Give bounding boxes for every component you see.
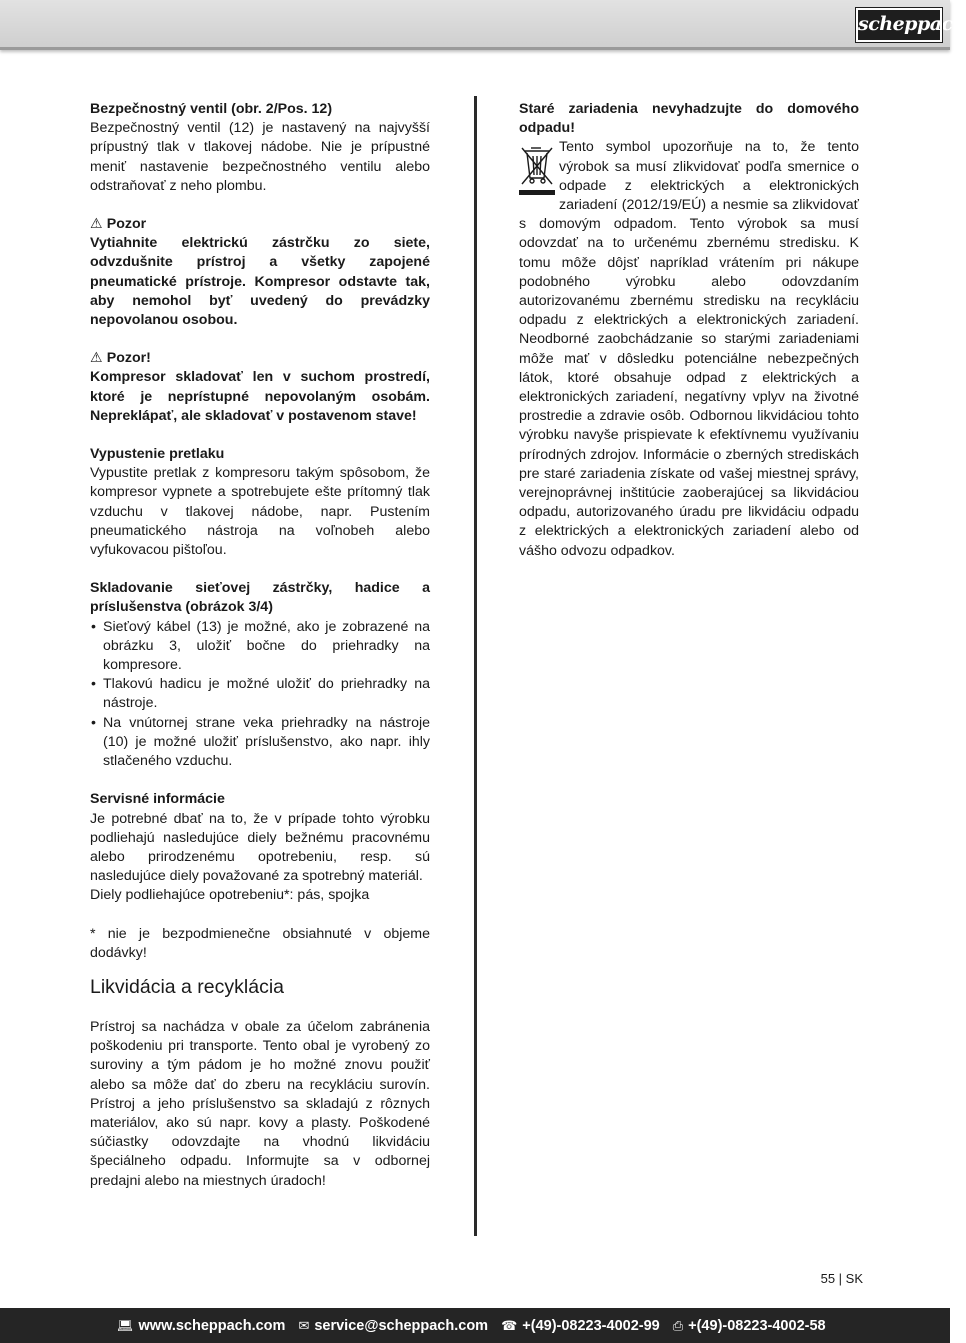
right-column — [519, 100, 859, 561]
caution1-heading — [90, 215, 430, 234]
caution1-text: Vytiahnite elektrickú zástrčku zo siete, odvzdušnite prístroj a všetky zapojené pneumatické prístroje. Kompresor odstavte tak, aby nemohol byť uvedený do prevádzky nepovolanou osobou. — [90, 235, 430, 329]
scheppach-logo: scheppach — [856, 8, 942, 42]
caution1-title: Pozor — [106, 216, 147, 233]
email-link[interactable]: service@scheppach.com — [314, 1317, 489, 1334]
service-title: Servisné informácie — [90, 791, 225, 808]
warning-triangle-icon: ⚠ — [90, 350, 103, 367]
warning-triangle-icon: ⚠ — [90, 216, 103, 233]
caution2-text: Kompresor skladovať len v suchom prostredí, ktoré je neprístupné nepovolaným osobám. Nepreklápať, ale skladovať v postavenom stave! — [90, 369, 430, 424]
website-link[interactable]: www.scheppach.com — [138, 1317, 286, 1334]
release-title: Vypustenie pretlaku — [90, 446, 225, 463]
page-number: 55 | SK — [820, 1271, 863, 1286]
fax-number: +(49)-08223-4002-58 — [688, 1317, 826, 1334]
column-divider — [474, 96, 477, 1236]
weee-bin-icon — [519, 144, 555, 204]
phone-number: +(49)-08223-4002-99 — [522, 1317, 660, 1334]
storage-list — [90, 618, 430, 772]
recycle-heading: Likvidácia a recyklácia — [90, 975, 285, 998]
footer-website[interactable] — [117, 1318, 285, 1334]
footer-fax — [673, 1318, 826, 1334]
mail-icon: ✉ — [298, 1317, 310, 1333]
service-parts: Diely podliehajúce opotrebeniu*: pás, spojka — [90, 887, 370, 904]
valve-title: Bezpečnostný ventil (obr. 2/Pos. 12) — [90, 101, 333, 117]
list-item: • Tlakovú hadicu je možné uložiť do priehradky na nástroje. — [90, 675, 430, 713]
footnote: * nie je bezpodmienečne obsiahnuté v objeme dodávky! — [90, 925, 430, 961]
recycle-text: Prístroj sa nachádza v obale za účelom zabránenia poškodeniu pri transporte. Tento obal je vyrobený zo suroviny a tým pádom je ho možné znovu použiť alebo sa môže dať do zberu na recykláciu surovín. Prístroj a jeho príslušenstvo sa skladajú z rôznych materiálov, ako sú napr. kovy a plasty. Poškodené súčiastky odovzdajte na vhodnú likvidáciu špeciálneho odpadu. Informujte sa v odbornej predajni alebo na miestnych úradoch! — [90, 1018, 430, 1189]
fax-icon: ⎙ — [672, 1317, 684, 1333]
footer-email[interactable] — [298, 1318, 488, 1334]
valve-text: Bezpečnostný ventil (12) je nastavený na najvyšší prípustný tlak v tlakovej nádobe. Nie je prípustné meniť nastavenie bezpečnostného ventilu alebo odstraňovať z neho plombu. — [90, 120, 430, 194]
weee-text: Tento symbol upozorňuje na to, že tento výrobok sa musí zlikvidovať podľa smernice o odpade z elektrických a elektronických zariadení (2012/19/EÚ) a nesmie sa zlikvidovať s domovým odpadom. Tento výrobok sa musí odovzdať na to určenému zbernému stredisku. K tomu môže dôjsť napríklad vrátením pri nákupe podobného výrobku alebo odovzdaním autorizovanému zbernému stredisku na recykláciu odpadu z elektrických a elektronických zariadení. Neodborné zaobchádzanie so starými zariadeniami môže mať v dôsledku potenciálne nebezpečných látok, ktoré obsahuje odpad z elektrických a elektronických zariadení, negatívny vplyv na životné prostredie a zdravie osôb. Odbornou likvidáciou tohto výrobku navyše prispievate k efektívnemu využívaniu prírodných zdrojov. Informácie o zberných strediskách pre staré zariadenia získate od vašej miestnej správy, verejnoprávnej inštitúcie zaoberajúcej sa likvidáciou odpadu, autorizovaného úradu pre likvidáciu odpadu z elektrických a elektronických zariadení alebo od vášho odvozu odpadkov. — [519, 139, 859, 559]
service-text: Je potrebné dbať na to, že v prípade tohto výrobku podliehajú nasledujúce diely bežnému pracovnému alebo prirodzenému opotrebeniu, resp. sú nasledujúce diely považované za spotrebný materiál. — [90, 810, 430, 885]
weee-title: Staré zariadenia nevyhadzujte do domového odpadu! — [519, 101, 859, 137]
phone-icon: ☎ — [501, 1317, 518, 1333]
footer-phone — [501, 1318, 660, 1334]
list-item: • Na vnútornej strane veka priehradky na nástroje (10) je možné uložiť príslušenstvo, ako napr. ihly stlačeného vzduchu. — [90, 714, 430, 772]
list-item: • Sieťový kábel (13) je možné, ako je zobrazené na obrázku 3, uložiť bočne do priehradky na kompresore. — [90, 618, 430, 676]
caution2-heading — [90, 349, 430, 368]
left-column — [90, 100, 430, 1191]
caution2-title: Pozor! — [106, 350, 151, 367]
release-text: Vypustite pretlak z kompresoru takým spôsobom, že kompresor vypnete a spotrebujete ešte prítomný tlak vzduchu v tlakovej nádobe, napr. Pustením pneumatického nástroja na voľnobeh alebo vyfukovacou pištoľou. — [90, 465, 430, 559]
header-bar — [0, 0, 966, 50]
footer-bar — [0, 1308, 950, 1343]
storage-title: Skladovanie sieťovej zástrčky, hadice a príslušenstva (obrázok 3/4) — [90, 580, 430, 616]
computer-icon: 💻︎ — [117, 1317, 134, 1333]
